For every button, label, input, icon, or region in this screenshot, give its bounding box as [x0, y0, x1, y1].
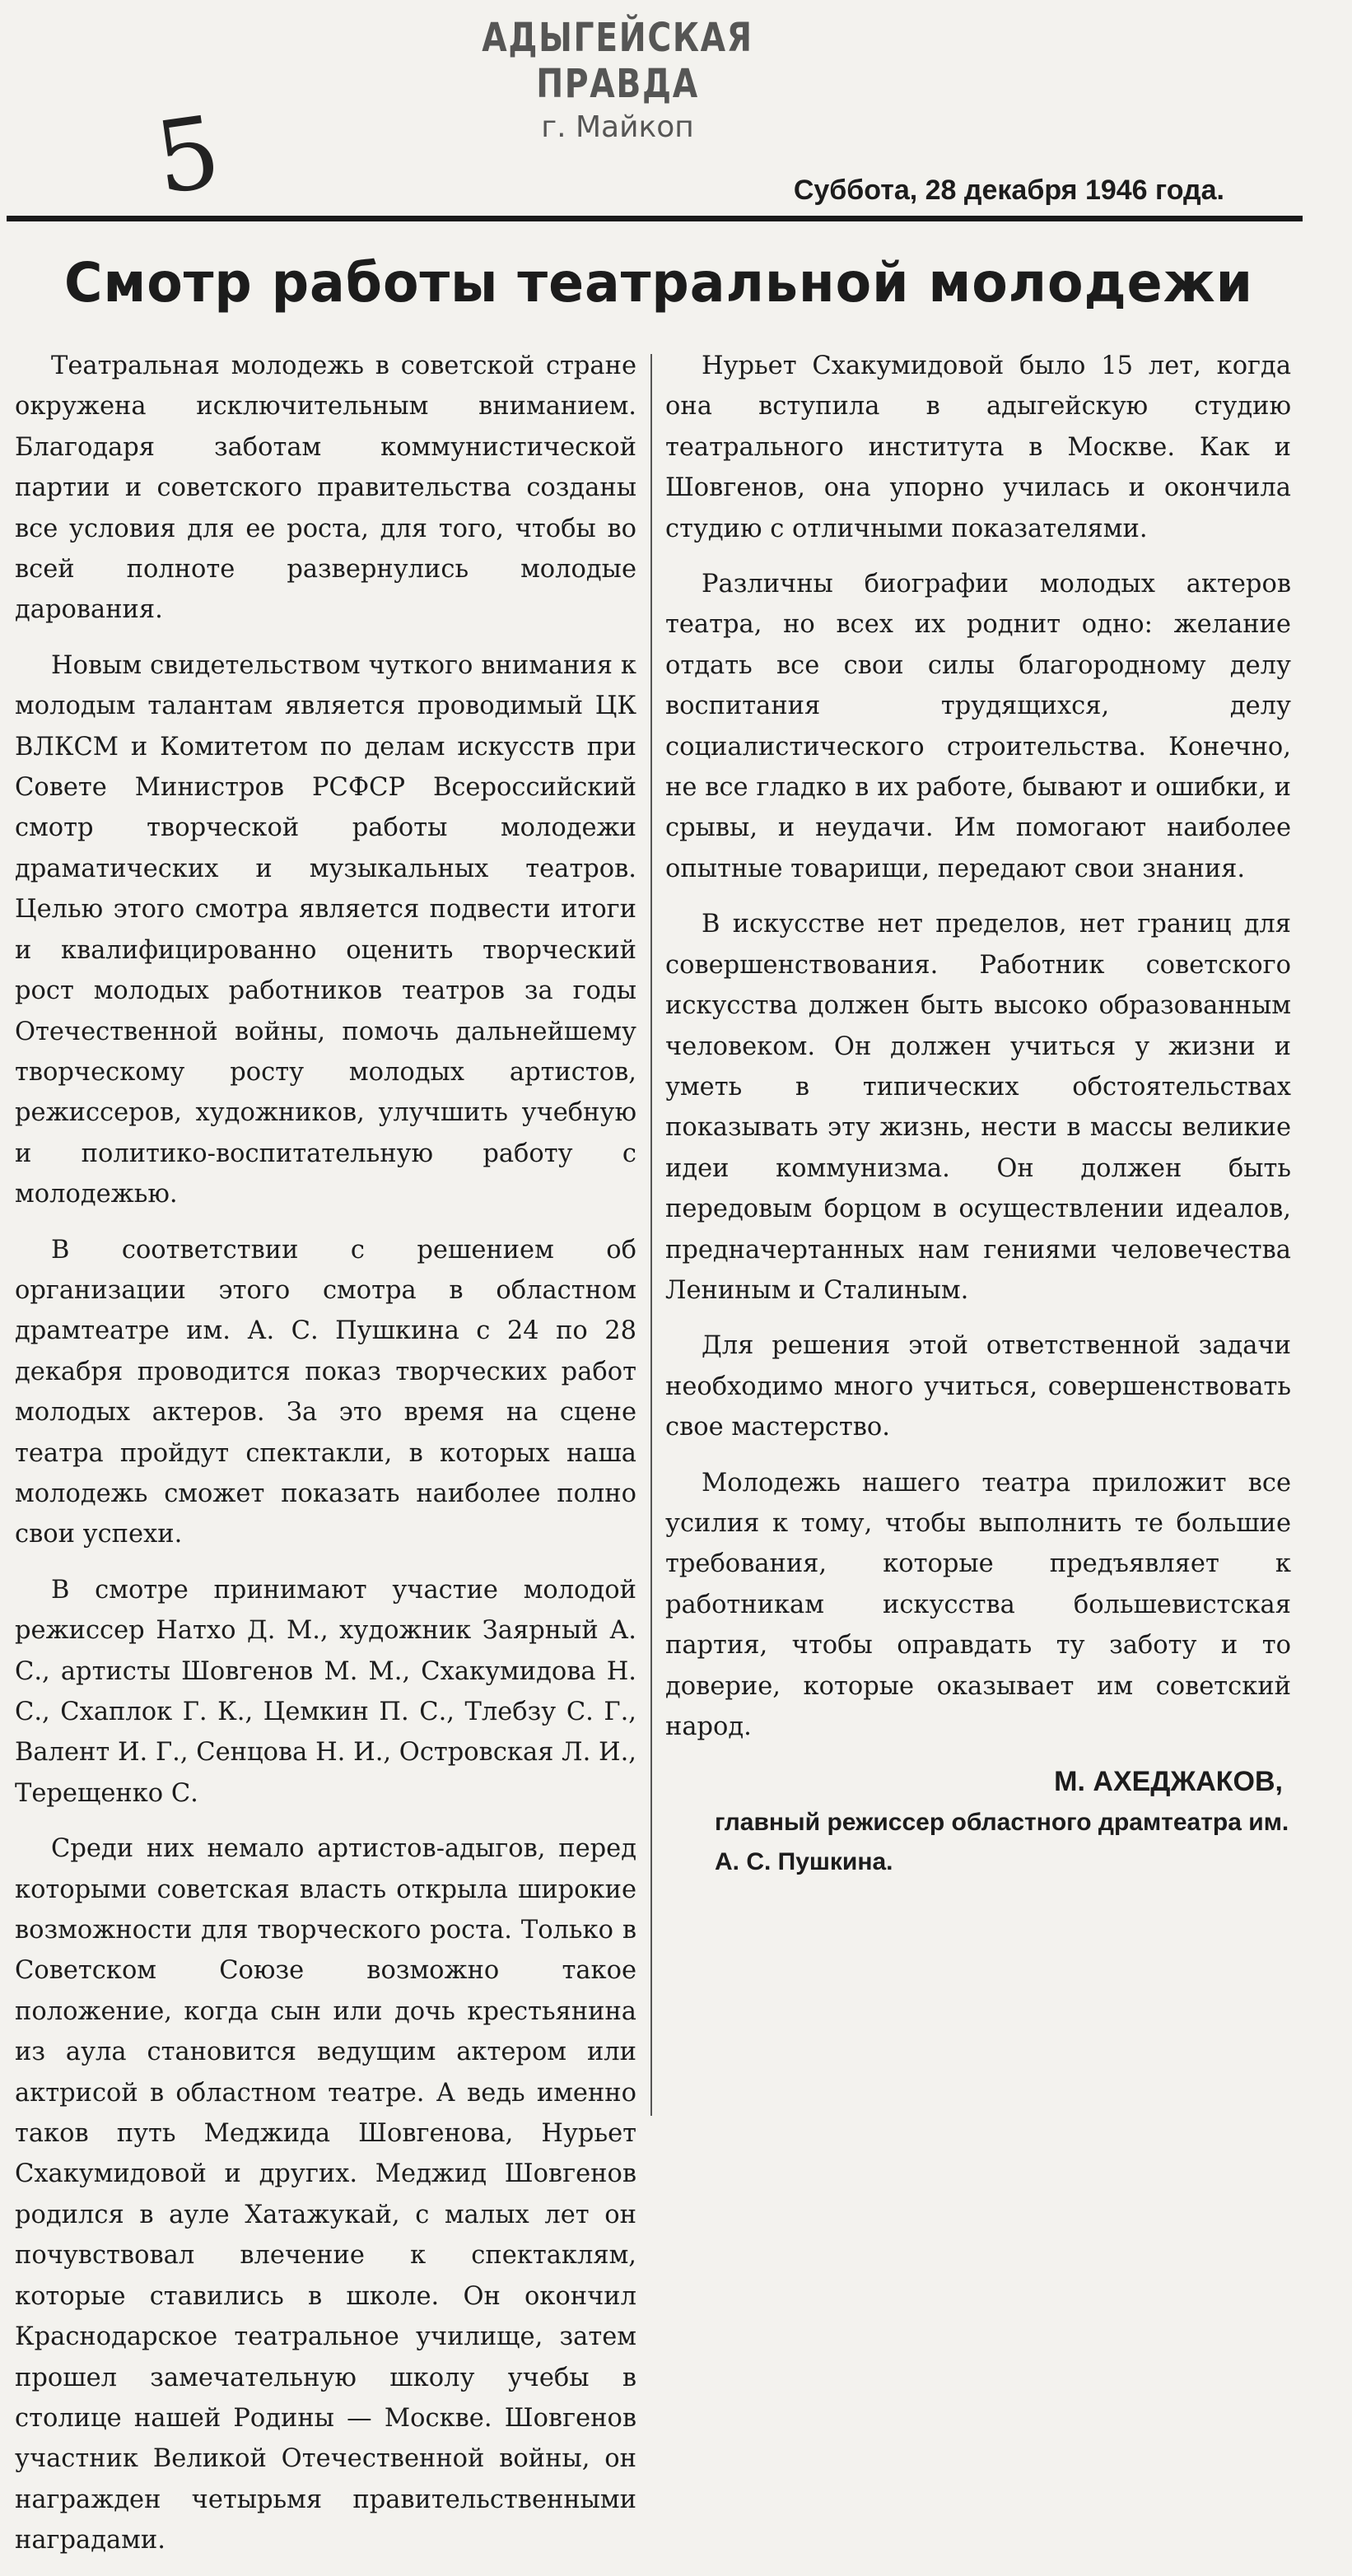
author-signature [665, 1762, 1291, 1881]
article-paragraph: Новым свидетельством чуткого внимания к молодым талантам является проводимый ЦК ВЛКСМ и Комитетом по делам искусств при Совете Министров РСФСР Всероссийский смотр творческой работы молодежи драматических и музыкальных театров. Целью этого смотра является подвести итоги и квалифицированно оценить творческий рост молодых работников театров за годы Отечественной войны, помочь дальнейшему творческому росту молодых артистов, режиссеров, художников, улучшить учебную и политико-воспитательную работу с молодежью. [15, 650, 636, 1209]
article-paragraph: Для решения этой ответственной задачи необходимо много учиться, совершенствовать свое мастерство. [665, 1331, 1291, 1442]
article-paragraph: В смотре принимают участие молодой режиссер Натхо Д. М., художник Заярный А. С., артисты Шовгенов М. М., Схакумидова Н. С., Схаплок Г. К., Цемкин П. С., Тлебзу С. Г., Валент И. Г., Сенцова Н. И., Островская Л. И., Терещенко С. [15, 1575, 636, 1808]
header-rule [7, 216, 1303, 221]
right-column [665, 346, 1291, 1882]
article-paragraph: В соответствии с решением об организации этого смотра в областном драмтеатре им. А. С. Пушкина с 24 по 28 декабря проводится показ творческих работ молодых актеров. За это время на сцене театра пройдут спектакли, в которых наша молодежь сможет показать наиболее полно свои успехи. [15, 1235, 636, 1549]
issue-date: Суббота, 28 декабря 1946 года. [793, 175, 1224, 206]
article-paragraph: Молодежь нашего театра приложит все усилия к тому, чтобы выполнить те большие требования, которые предъявляет к работникам искусства большевистская партия, чтобы оправдать ту заботу и то доверие, которые оказывает им советский народ. [665, 1468, 1291, 1741]
article-paragraph: В искусстве нет пределов, нет границ для совершенствования. Работник советского искусства должен быть высоко образованным человеком. Он должен учиться у жизни и уметь в типических обстоятельствах показывать эту жизнь, нести в массы великие идеи коммунизма. Он должен быть передовым борцом в осуществлении идеалов, предначертанных нам гениями человечества Лениным и Сталиным. [665, 910, 1291, 1305]
author-name: М. АХЕДЖАКОВ, [1054, 1766, 1283, 1798]
article-paragraph: Среди них немало артистов-адыгов, перед которыми советская власть открыла широкие возможности для творческого роста. Только в Советском Союзе возможно такое положение, когда сын или дочь крестьянина из аула становится ведущим актером или актрисой в областном театре. А ведь именно таков путь Меджида Шовгенова, Нурьет Схакумидовой и других. Меджид Шовгенов родился в ауле Хатажукай, с малых лет он почувствовал влечение к спектаклям, которые ставились в школе. Он окончил Краснодарское театральное училище, затем прошел замечательную школу учебы в столице нашей Родины — Москве. Шовгенов участник Великой Отечественной войны, он награжден четырьмя правительственными наградами. [15, 1834, 636, 2555]
article-body [15, 346, 1295, 2555]
stamp-city: г. Майкоп [541, 110, 694, 144]
column-divider [650, 354, 652, 2116]
article-paragraph: Театральная молодежь в советской стране окружена исключительным вниманием. Благодаря заботам коммунистической партии и советского правительства созданы все условия для ее роста, для того, чтобы во всей полноте развернулись молодые дарования. [15, 352, 636, 625]
newspaper-stamp [412, 15, 823, 144]
article-paragraph: Различны биографии молодых актеров театра, но всех их роднит одно: желание отдать все свои силы благородному делу воспитания трудящихся, делу социалистического строительства. Конечно, не все гладко в их работе, бывают и ошибки, и срывы, и неудачи. Им помогают наиболее опытные товарищи, передают свои знания. [665, 570, 1291, 883]
article-title: Смотр работы театральной молодежи [64, 251, 1253, 314]
left-column [15, 346, 636, 2576]
handwritten-page-number: 5 [148, 95, 227, 217]
stamp-title: АДЫГЕЙСКАЯ ПРАВДА [482, 15, 753, 107]
article-paragraph: Нурьет Схакумидовой было 15 лет, когда она вступила в адыгейскую студию театрального института в Москве. Как и Шовгенов, она упорно училась и окончила студию с отличными показателями. [665, 352, 1291, 543]
author-role: главный режиссер областного драмтеатра им. А. С. Пушкина. [715, 1808, 1289, 1875]
